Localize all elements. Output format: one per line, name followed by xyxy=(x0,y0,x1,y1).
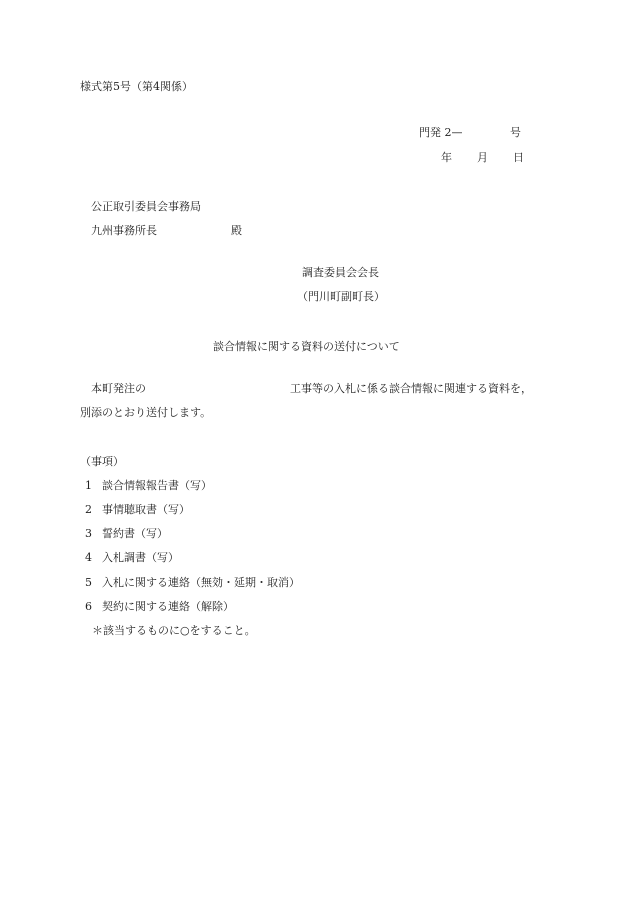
item-number: 5 xyxy=(85,576,92,589)
item-number: 1 xyxy=(85,479,92,492)
addressee-org: 公正取引委員会事務局 xyxy=(91,200,201,213)
item-text: 契約に関する連絡（解除） xyxy=(102,600,234,613)
addressee-honorific: 殿 xyxy=(231,224,242,237)
item-number: 4 xyxy=(85,551,92,564)
sender-title: 調査委員会会長 xyxy=(302,266,379,279)
item-text: 入札に関する連絡（無効・延期・取消） xyxy=(102,576,300,589)
item-text: 談合情報報告書（写） xyxy=(102,479,212,492)
item-text: 入札調書（写） xyxy=(102,551,179,564)
body-line2: 別添のとおり送付します。 xyxy=(80,406,212,419)
date-year: 年 xyxy=(441,151,452,164)
body-line1-start: 本町発注の xyxy=(91,382,146,395)
doc-number-prefix: 門発 2— xyxy=(419,126,463,139)
sender-sub: （門川町副町長） xyxy=(297,290,385,303)
form-label: 様式第5号（第4関係） xyxy=(80,80,193,93)
item-text: 誓約書（写） xyxy=(102,527,168,540)
note: ＊該当するものに○をすること。 xyxy=(92,624,256,637)
addressee-title: 九州事務所長 xyxy=(91,224,157,237)
item-number: 2 xyxy=(85,503,92,516)
item-number: 3 xyxy=(85,527,92,540)
date-month: 月 xyxy=(477,151,488,164)
item-text: 事情聴取書（写） xyxy=(102,503,190,516)
item-number: 6 xyxy=(85,600,92,613)
body-line1-end: 工事等の入札に係る談合情報に関連する資料を， xyxy=(290,382,532,395)
subject: 談合情報に関する資料の送付について xyxy=(213,340,400,353)
items-heading: （事項） xyxy=(80,455,124,468)
date-day: 日 xyxy=(513,151,524,164)
doc-number-suffix: 号 xyxy=(510,126,521,139)
